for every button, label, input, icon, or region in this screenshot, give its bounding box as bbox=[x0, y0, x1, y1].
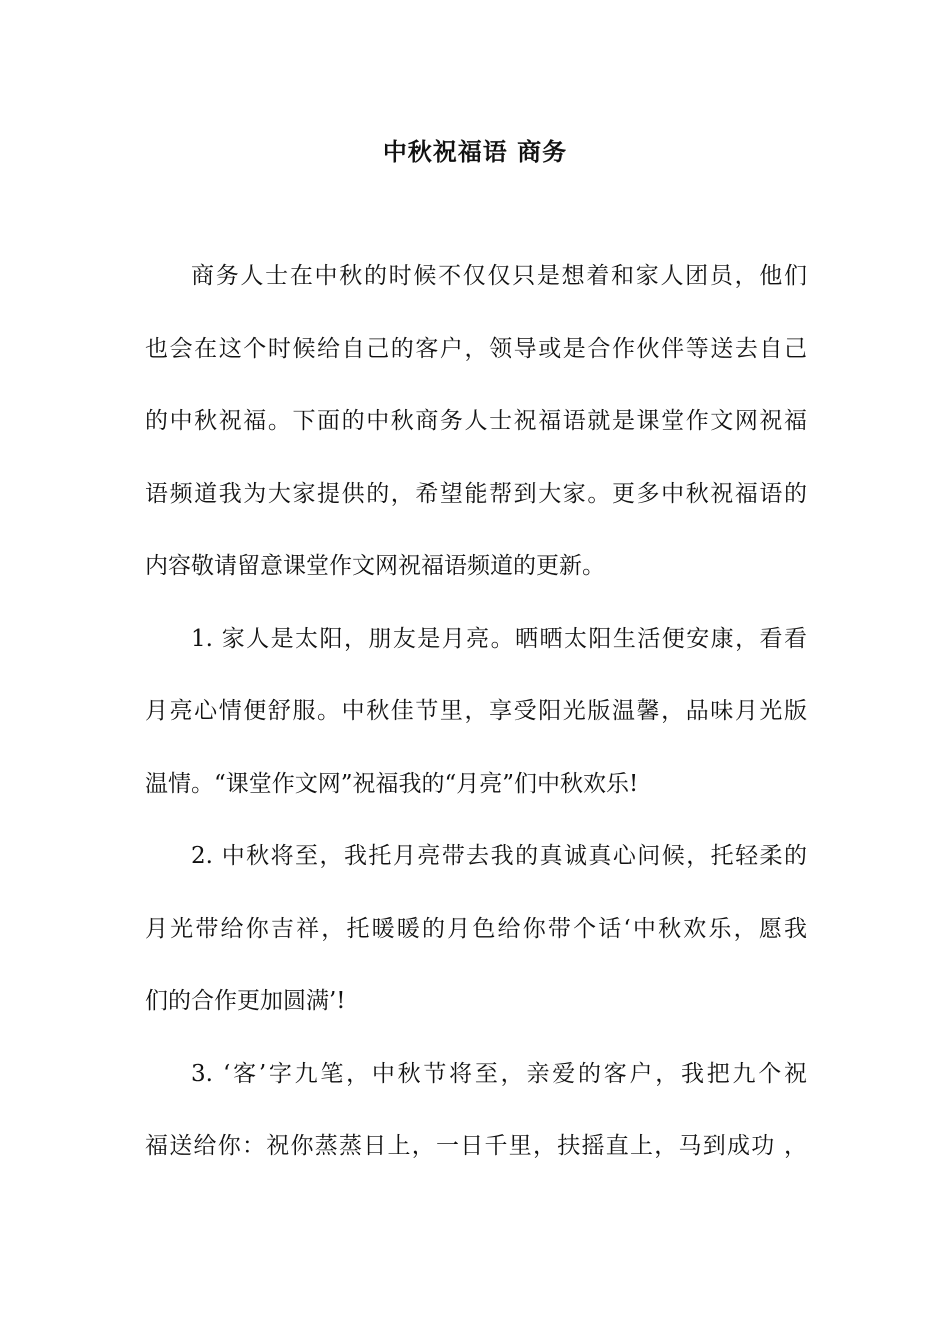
document-body bbox=[145, 256, 807, 1199]
paragraph-line: 内容敬请留意课堂作文网祝福语频道的更新。 bbox=[145, 553, 605, 579]
paragraph-line: 3. ‘客’字九笔，中秋节将至，亲爱的客户，我把九个祝 bbox=[191, 1060, 807, 1087]
paragraph-line: 2. 中秋将至，我托月亮带去我的真诚真心问候，托轻柔的 bbox=[191, 843, 807, 869]
paragraph-line: 温情。“课堂作文网”祝福我的“月亮”们中秋欢乐! bbox=[145, 770, 639, 797]
document-title: 中秋祝福语 商务 bbox=[382, 137, 568, 166]
paragraph-line: 们的合作更加圆满’! bbox=[145, 988, 346, 1014]
paragraph-line: 1. 家人是太阳，朋友是月亮。晒晒太阳生活便安康，看看 bbox=[191, 625, 807, 652]
paragraph-line: 月光带给你吉祥，托暖暖的月色给你带个话‘中秋欢乐，愿我 bbox=[145, 915, 807, 942]
paragraph-line: 商务人士在中秋的时候不仅仅只是想着和家人团员，他们 bbox=[191, 263, 807, 289]
paragraph-line: 福送给你：祝你蒸蒸日上，一日千里，扶摇直上，马到成功 ， bbox=[145, 1133, 807, 1159]
paragraph-line: 月亮心情便舒服。中秋佳节里，享受阳光版温馨，品味月光版 bbox=[145, 698, 807, 724]
paragraph-line: 语频道我为大家提供的，希望能帮到大家。更多中秋祝福语的 bbox=[145, 480, 807, 507]
paragraph-line: 也会在这个时候给自己的客户，领导或是合作伙伴等送去自己 bbox=[145, 335, 807, 362]
paragraph-line: 的中秋祝福。下面的中秋商务人士祝福语就是课堂作文网祝福 bbox=[145, 408, 807, 434]
